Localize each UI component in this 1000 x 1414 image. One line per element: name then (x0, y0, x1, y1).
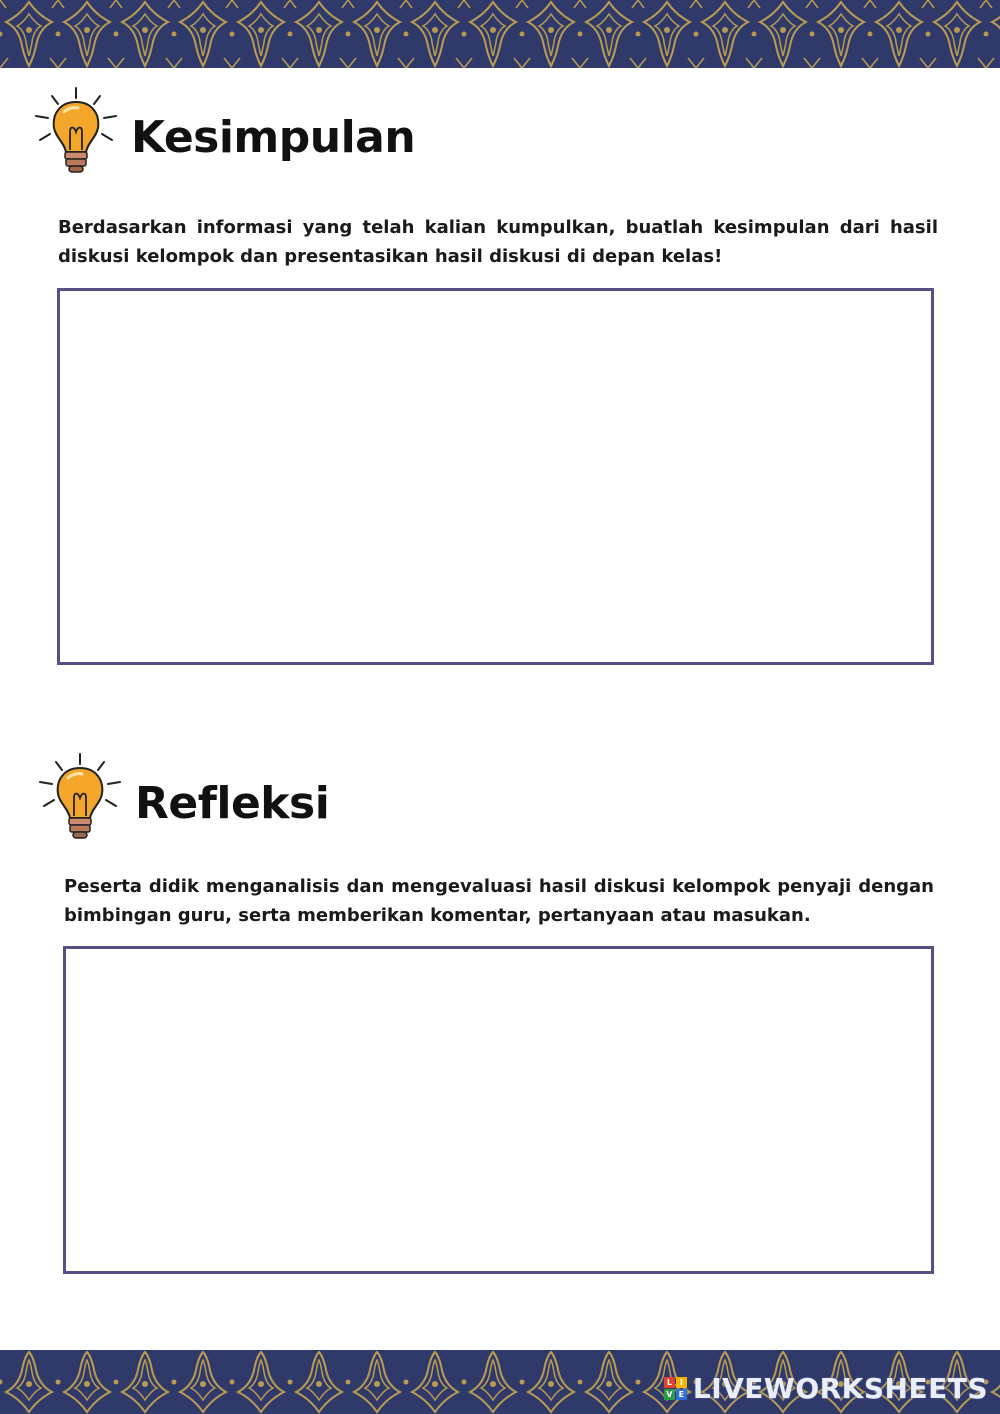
liveworksheets-watermark (664, 1372, 988, 1405)
section-title-refleksi: Refleksi (135, 778, 330, 829)
logo-letter: I (676, 1377, 687, 1388)
instruction-text-refleksi: Peserta didik menganalisis dan mengevaluasi hasil diskusi kelompok penyaji dengan bimbingan guru, serta memberikan komentar, pertanyaan atau masukan. (64, 876, 934, 926)
liveworksheets-logo-icon (664, 1377, 687, 1400)
lightbulb-icon (34, 86, 118, 180)
brand-name: LIVEWORKSHEETS (692, 1372, 988, 1405)
section-title-kesimpulan: Kesimpulan (131, 112, 416, 163)
answer-box-refleksi[interactable] (63, 946, 934, 1274)
answer-box-kesimpulan[interactable] (57, 288, 934, 665)
logo-letter: L (664, 1377, 675, 1388)
top-ornament-band (0, 0, 1000, 68)
logo-letter: E (676, 1389, 687, 1400)
lightbulb-icon (38, 752, 122, 846)
ornament-pattern-top (0, 0, 1000, 68)
logo-letter: V (664, 1389, 675, 1400)
instruction-text-kesimpulan: Berdasarkan informasi yang telah kalian kumpulkan, buatlah kesimpulan dari hasil diskusi kelompok dan presentasikan hasil diskusi di depan kelas! (58, 217, 938, 267)
